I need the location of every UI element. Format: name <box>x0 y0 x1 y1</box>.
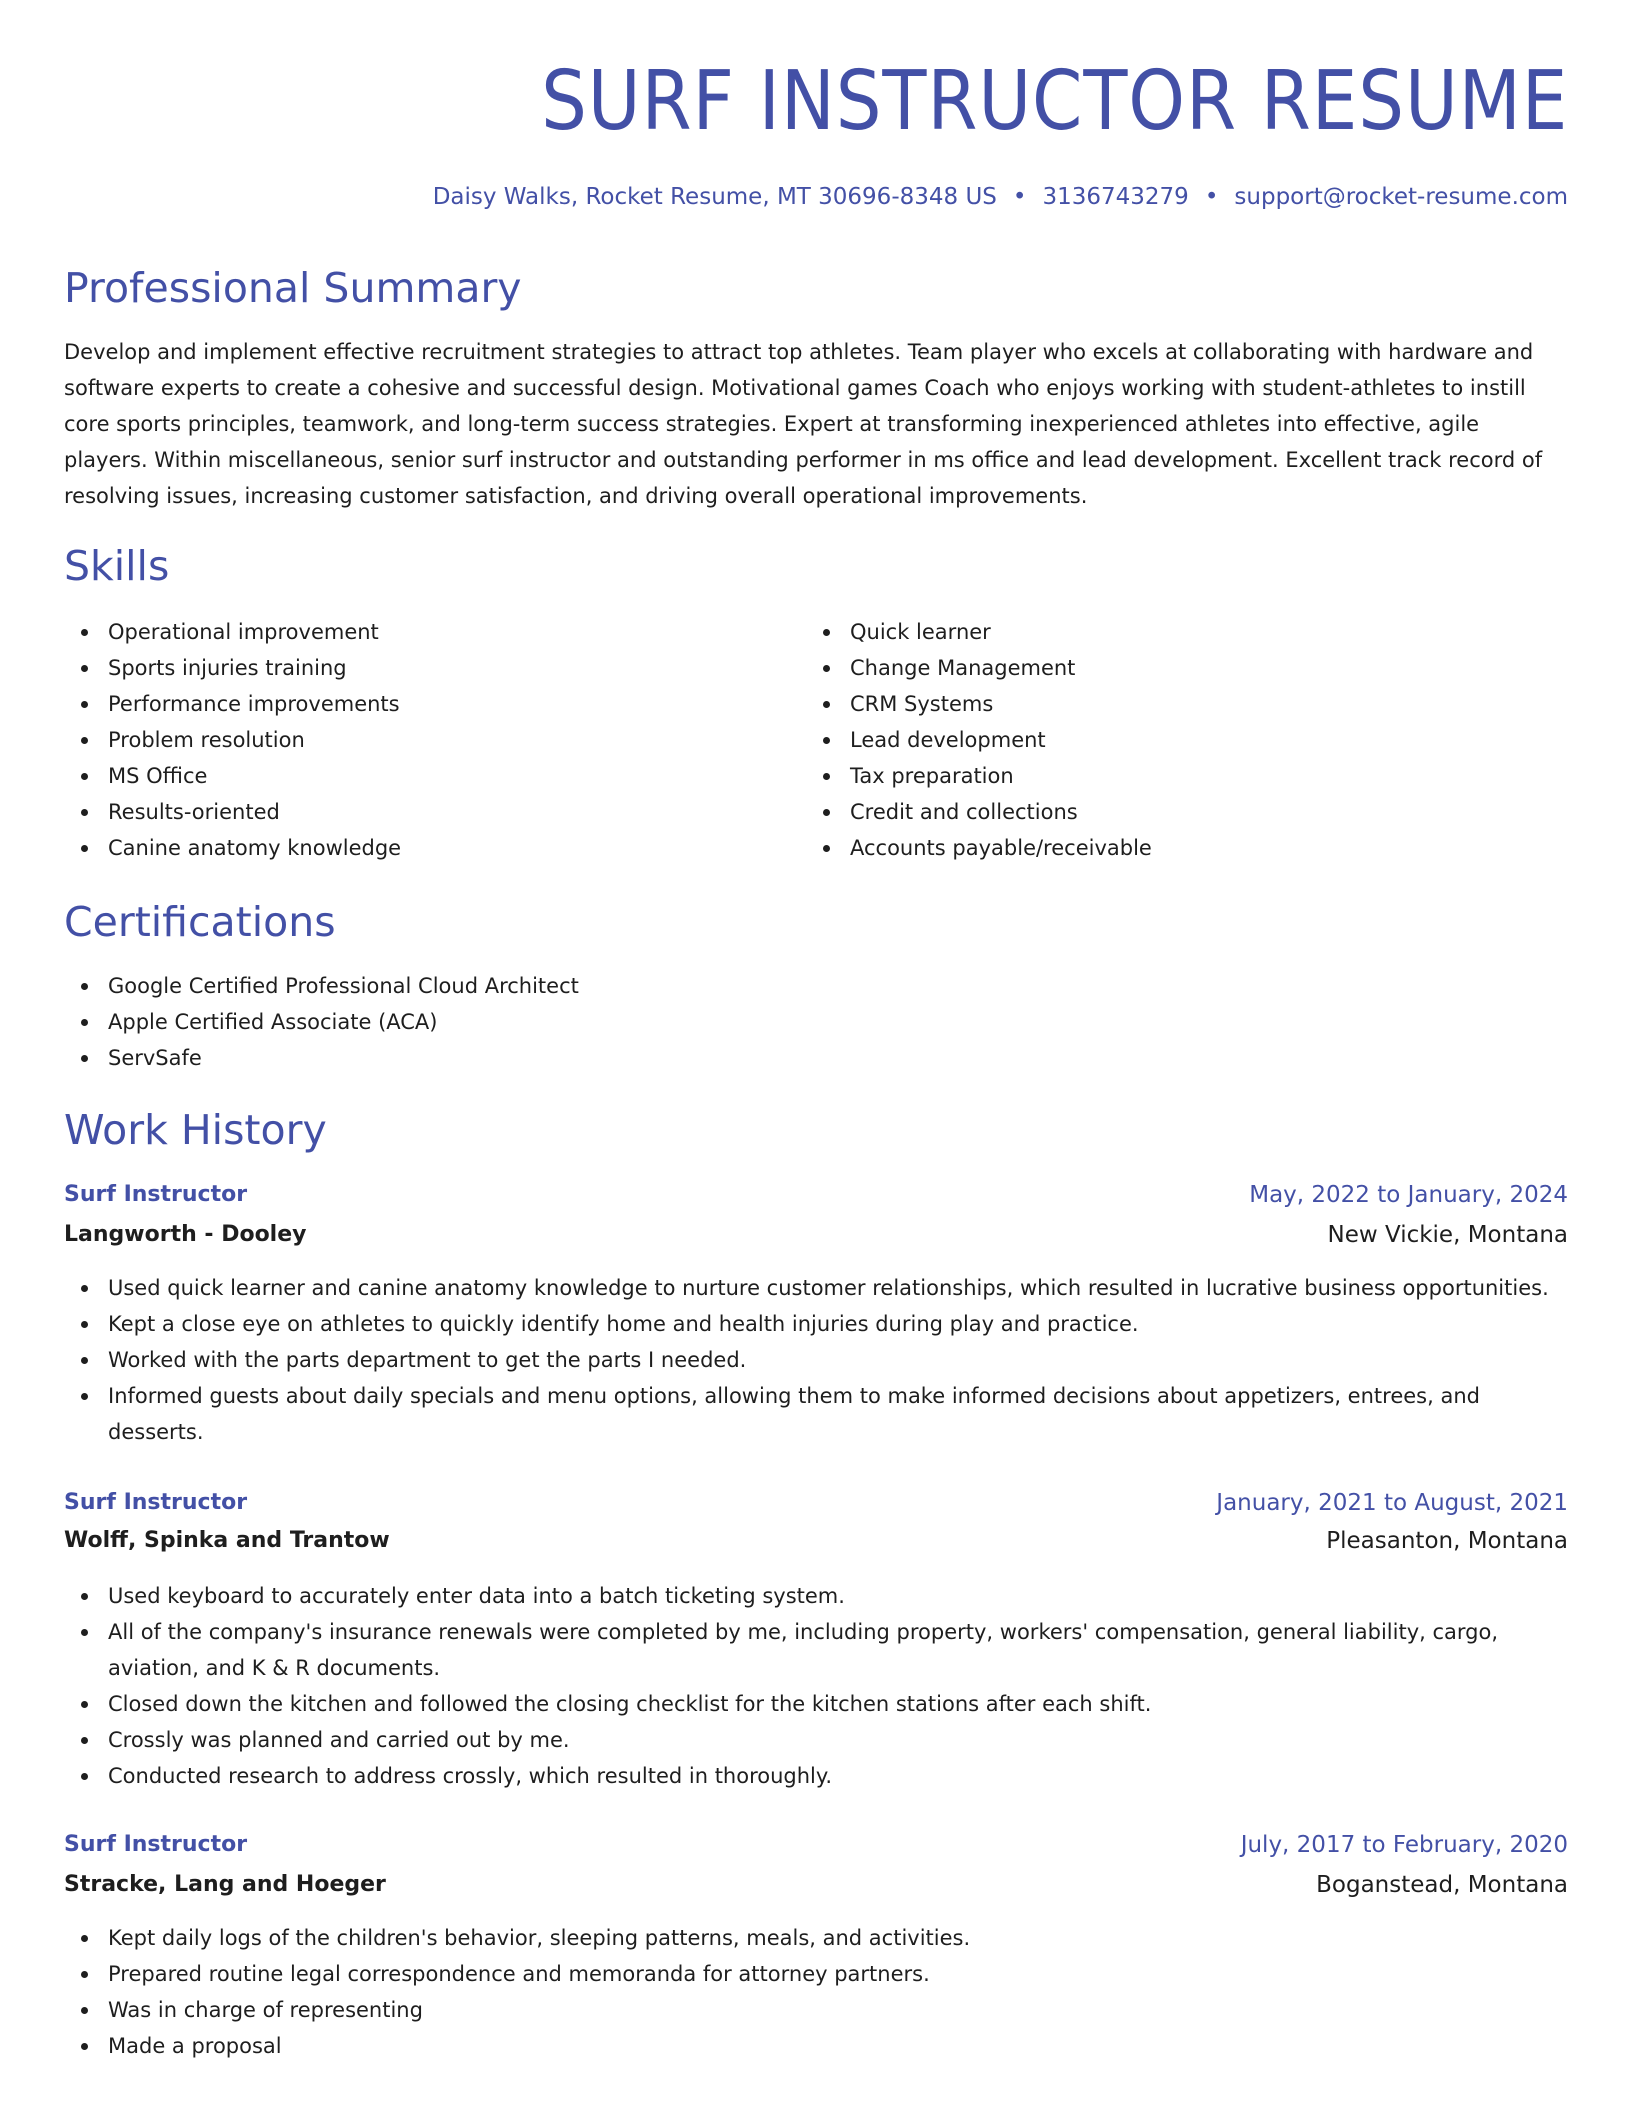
summary-heading: Professional Summary <box>64 264 522 312</box>
job-dates: January, 2021 to August, 2021 <box>1216 1490 1568 1516</box>
job-location: Pleasanton, Montana <box>1326 1528 1568 1554</box>
skills-heading: Skills <box>64 542 170 590</box>
list-item: Made a proposal <box>64 2028 1568 2064</box>
list-item: Quick learner <box>806 614 1546 650</box>
work-history-heading: Work History <box>64 1106 327 1154</box>
list-item: All of the company's insurance renewals were completed by me, including property, workers' compensation, general liability, cargo, aviation, and K & R documents. <box>64 1614 1568 1686</box>
list-item: Used keyboard to accurately enter data into a batch ticketing system. <box>64 1578 1568 1614</box>
list-item: Credit and collections <box>806 794 1546 830</box>
list-item: Change Management <box>806 650 1546 686</box>
job-company: Stracke, Lang and Hoeger <box>64 1872 386 1897</box>
certifications-list <box>64 968 1568 1076</box>
contact-email[interactable]: support@rocket-resume.com <box>1234 184 1568 210</box>
job-title: Surf Instructor <box>64 1832 248 1857</box>
resume-title: SURF INSTRUCTOR RESUME <box>540 54 1568 149</box>
list-item: Kept a close eye on athletes to quickly identify home and health injuries during play and practice. <box>64 1306 1568 1342</box>
contact-separator: • <box>1204 184 1219 210</box>
list-item: MS Office <box>64 758 804 794</box>
job-title: Surf Instructor <box>64 1182 248 1207</box>
list-item: ServSafe <box>64 1040 1568 1076</box>
list-item: Operational improvement <box>64 614 804 650</box>
job-bullets <box>64 1578 1568 1794</box>
list-item: CRM Systems <box>806 686 1546 722</box>
contact-separator: • <box>1012 184 1027 210</box>
list-item: Google Certified Professional Cloud Architect <box>64 968 1568 1004</box>
list-item: Apple Certified Associate (ACA) <box>64 1004 1568 1040</box>
list-item: Used quick learner and canine anatomy knowledge to nurture customer relationships, which resulted in lucrative business opportunities. <box>64 1270 1568 1306</box>
list-item: Prepared routine legal correspondence and memoranda for attorney partners. <box>64 1956 1568 1992</box>
list-item: Lead development <box>806 722 1546 758</box>
job-location: New Vickie, Montana <box>1327 1222 1568 1248</box>
list-item: Canine anatomy knowledge <box>64 830 804 866</box>
list-item: Conducted research to address crossly, which resulted in thoroughly. <box>64 1758 1568 1794</box>
list-item: Performance improvements <box>64 686 804 722</box>
list-item: Informed guests about daily specials and menu options, allowing them to make informed decisions about appetizers, entrees, and desserts. <box>64 1378 1568 1450</box>
list-item: Crossly was planned and carried out by me. <box>64 1722 1568 1758</box>
list-item: Results-oriented <box>64 794 804 830</box>
job-dates: May, 2022 to January, 2024 <box>1249 1182 1568 1208</box>
job-bullets <box>64 1270 1568 1450</box>
list-item: Problem resolution <box>64 722 804 758</box>
resume-page <box>64 0 1568 2112</box>
job-dates: July, 2017 to February, 2020 <box>1240 1832 1568 1858</box>
contact-phone[interactable]: 3136743279 <box>1042 184 1189 210</box>
skills-list-right <box>806 614 1546 866</box>
skills-list-left <box>64 614 804 866</box>
list-item: Accounts payable/receivable <box>806 830 1546 866</box>
certifications-heading: Certifications <box>64 898 336 946</box>
summary-text: Develop and implement effective recruitment strategies to attract top athletes. Team player who excels at collaborating with hardware and software experts to create a cohesive and successful design. Motivational games Coach who enjoys working with student-athletes to instill core sports principles, teamwork, and long-term success strategies. Expert at transforming inexperienced athletes into effective, agile players. Within miscellaneous, senior surf instructor and outstanding performer in ms office and lead development. Excellent track record of resolving issues, increasing customer satisfaction, and driving overall operational improvements. <box>64 340 1543 508</box>
list-item: Tax preparation <box>806 758 1546 794</box>
list-item: Was in charge of representing <box>64 1992 1568 2028</box>
job-company: Wolff, Spinka and Trantow <box>64 1528 390 1553</box>
job-location: Boganstead, Montana <box>1316 1872 1568 1898</box>
list-item: Closed down the kitchen and followed the closing checklist for the kitchen stations after each shift. <box>64 1686 1568 1722</box>
job-company: Langworth - Dooley <box>64 1222 307 1247</box>
list-item: Sports injuries training <box>64 650 804 686</box>
job-bullets <box>64 1920 1568 2064</box>
contact-line <box>433 180 1568 214</box>
list-item: Worked with the parts department to get the parts I needed. <box>64 1342 1568 1378</box>
contact-address: Daisy Walks, Rocket Resume, MT 30696-8348 US <box>432 184 997 210</box>
job-title: Surf Instructor <box>64 1490 248 1515</box>
list-item: Kept daily logs of the children's behavior, sleeping patterns, meals, and activities. <box>64 1920 1568 1956</box>
